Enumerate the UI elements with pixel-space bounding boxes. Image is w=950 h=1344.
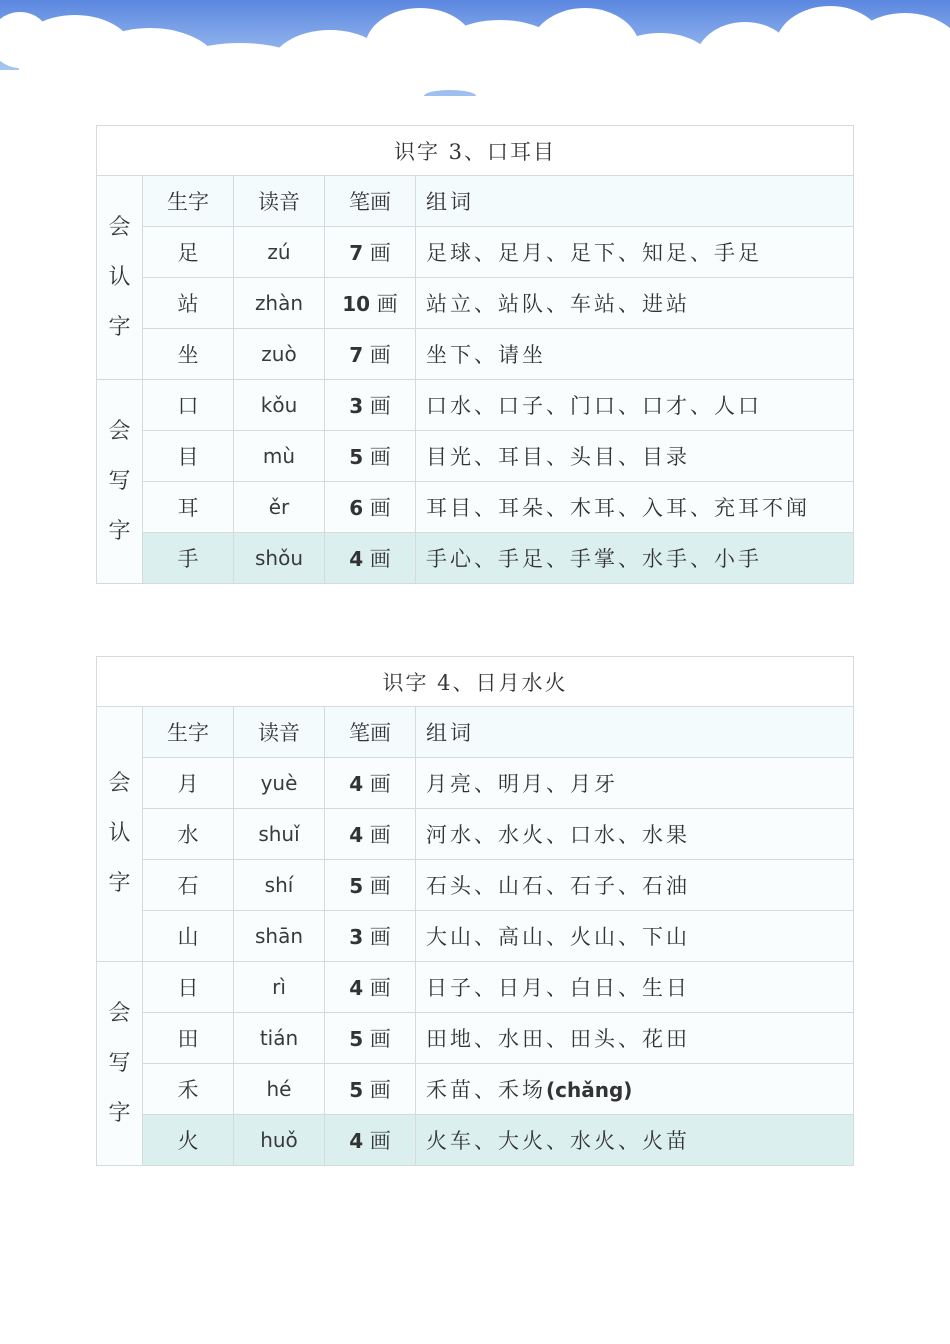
cloud-illustration — [0, 0, 950, 110]
group-write: 会 写 字 — [97, 380, 143, 584]
vocab-table-lesson3 — [96, 125, 854, 584]
table-row: 足 zú 7 画 足球、足月、足下、知足、手足 — [97, 227, 854, 278]
table-row: 耳 ěr 6 画 耳目、耳朵、木耳、入耳、充耳不闻 — [97, 482, 854, 533]
table-row: 石 shí 5 画 石头、山石、石子、石油 — [97, 860, 854, 911]
table-row: 坐 zuò 7 画 坐下、请坐 — [97, 329, 854, 380]
header-row — [97, 707, 854, 758]
table-row: 目 mù 5 画 目光、耳目、头目、目录 — [97, 431, 854, 482]
table-row: 月 yuè 4 画 月亮、明月、月牙 — [97, 758, 854, 809]
table-title: 识字 3、口耳目 — [97, 126, 854, 176]
header-words: 组词 — [416, 707, 854, 758]
table-row: 田 tián 5 画 田地、水田、田头、花田 — [97, 1013, 854, 1064]
header-strokes: 笔画 — [325, 176, 416, 227]
header-pinyin: 读音 — [234, 176, 325, 227]
group-recognize: 会 认 字 — [97, 176, 143, 380]
table-row: 站 zhàn 10 画 站立、站队、车站、进站 — [97, 278, 854, 329]
header-char: 生字 — [143, 707, 234, 758]
table-row: 山 shān 3 画 大山、高山、火山、下山 — [97, 911, 854, 962]
sky-banner — [0, 0, 950, 110]
table-row: 火 huǒ 4 画 火车、大火、水火、火苗 — [97, 1115, 854, 1166]
table-row: 禾 hé 5 画 禾苗、禾场(chǎng) — [97, 1064, 854, 1115]
group-recognize: 会 认 字 — [97, 707, 143, 962]
table-title: 识字 4、日月水火 — [97, 657, 854, 707]
group-write: 会 写 字 — [97, 962, 143, 1166]
header-row — [97, 176, 854, 227]
vocab-table-lesson4 — [96, 656, 854, 1166]
header-char: 生字 — [143, 176, 234, 227]
table-row: 会 写 字 口 kǒu 3 画 口水、口子、门口、口才、人口 — [97, 380, 854, 431]
table-row: 手 shǒu 4 画 手心、手足、手掌、水手、小手 — [97, 533, 854, 584]
header-words: 组词 — [416, 176, 854, 227]
table-row: 水 shuǐ 4 画 河水、水火、口水、水果 — [97, 809, 854, 860]
table-row: 会 写 字 日 rì 4 画 日子、日月、白日、生日 — [97, 962, 854, 1013]
header-pinyin: 读音 — [234, 707, 325, 758]
header-strokes: 笔画 — [325, 707, 416, 758]
